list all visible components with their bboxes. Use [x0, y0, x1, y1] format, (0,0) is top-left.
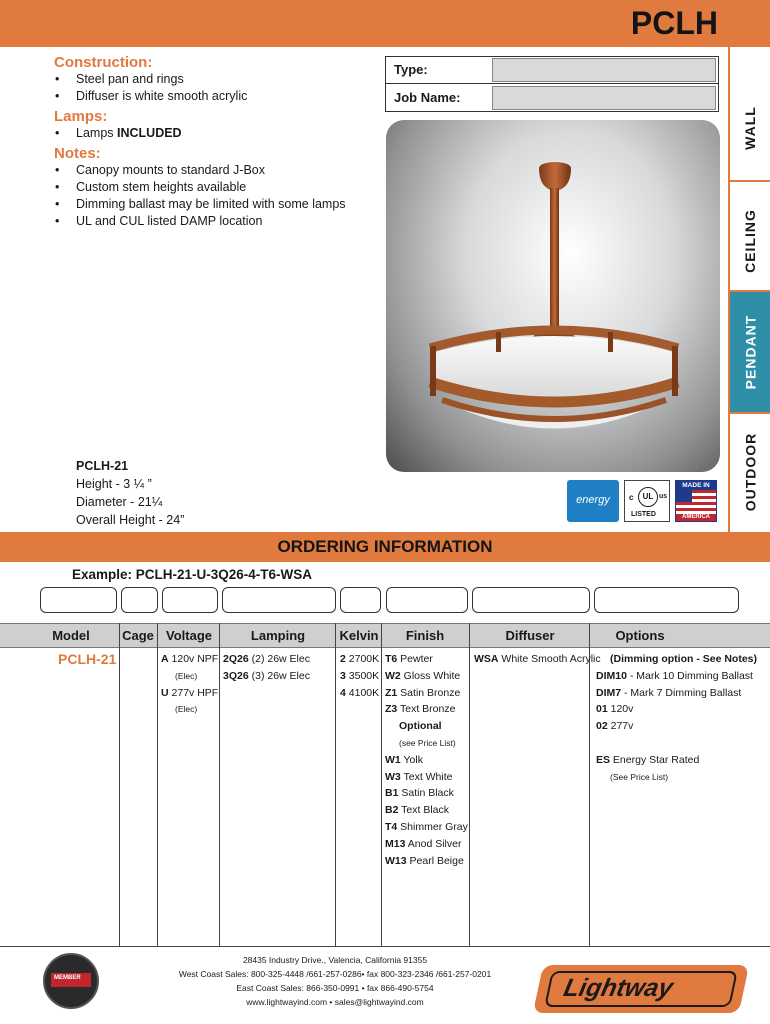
- options-text: 120v: [607, 703, 634, 716]
- kelvin-code: 4: [340, 686, 346, 699]
- finish-entry: [385, 769, 468, 786]
- lamping-text: (3) 26w Elec: [248, 669, 310, 682]
- type-row: [386, 57, 718, 84]
- order-field-finish[interactable]: [386, 587, 468, 613]
- finish-code: B1: [385, 787, 399, 800]
- kelvin-entry: [340, 685, 379, 702]
- col-header-cage: Cage: [122, 628, 154, 643]
- pendant-fixture-illustration: [386, 120, 720, 472]
- kelvin-entry: [340, 668, 379, 685]
- lamps-text: Lamps: [76, 126, 117, 140]
- footer-address: 28435 Industry Drive., Valencia, California 91355: [242, 955, 428, 965]
- finish-entry: [385, 718, 468, 735]
- ordering-heading-bar: [0, 532, 770, 562]
- america-text: AMERICA: [676, 514, 716, 521]
- ul-circle: UL: [638, 487, 658, 507]
- voltage-entry: [161, 685, 218, 702]
- flag-canton: [676, 490, 692, 502]
- logo-text: Lightway: [561, 974, 676, 1002]
- order-field-cage[interactable]: [121, 587, 158, 613]
- construction-heading: Construction:: [54, 54, 153, 71]
- member-seal: [43, 953, 99, 1009]
- finish-code: B2: [385, 804, 399, 817]
- lamping-entry: [223, 668, 310, 685]
- finish-text: Shimmer Gray: [397, 820, 468, 833]
- lightway-logo: [533, 965, 749, 1013]
- finish-code: W13: [385, 854, 407, 867]
- options-text: 277v: [607, 720, 634, 733]
- options-entry: [596, 651, 757, 668]
- options-text: (See Price List): [610, 771, 669, 782]
- notes-heading: Notes:: [54, 145, 101, 162]
- energy-star-logo: [567, 480, 619, 522]
- options-entry: [596, 752, 757, 769]
- product-title: PCLH: [630, 5, 718, 41]
- column-divider: [589, 623, 590, 947]
- dimensions-model: PCLH-21: [76, 459, 129, 473]
- spec-list: [54, 54, 374, 230]
- order-field-voltage[interactable]: [162, 587, 218, 613]
- column-divider: [469, 623, 470, 947]
- made-in-text: MADE IN: [676, 481, 716, 490]
- col-header-voltage: Voltage: [166, 628, 212, 643]
- finish-code: W3: [385, 770, 401, 783]
- voltage-entry: [161, 668, 218, 685]
- kelvin-code: 2: [340, 653, 346, 665]
- type-job-box: [385, 56, 719, 112]
- notes-item: • Custom stem heights available: [54, 179, 374, 196]
- col-header-options: Options: [615, 628, 665, 643]
- finish-text: Satin Black: [398, 787, 454, 800]
- options-code: ES: [596, 753, 611, 766]
- lamps-item: [54, 125, 374, 142]
- finish-text: Anod Silver: [405, 837, 462, 850]
- model-value: PCLH-21: [58, 651, 117, 667]
- lamps-heading: Lamps:: [54, 108, 108, 125]
- finish-text: Yolk: [400, 753, 423, 766]
- col-header-kelvin: Kelvin: [339, 628, 379, 643]
- finish-code: T4: [385, 820, 398, 833]
- voltage-entry: [161, 701, 218, 718]
- tab-ceiling-label: CEILING: [742, 209, 758, 273]
- finish-code: W2: [385, 669, 401, 682]
- type-field[interactable]: [492, 58, 716, 82]
- finish-code: W1: [385, 753, 401, 766]
- diffuser-entry: [474, 651, 601, 668]
- job-name-label: Job Name:: [394, 90, 461, 105]
- column-divider: [157, 623, 158, 947]
- lamping-code: 2Q26: [223, 653, 249, 665]
- tab-pendant-label: PENDANT: [742, 314, 759, 390]
- ordering-example: Example: PCLH-21-U-3Q26-4-T6-WSA: [72, 567, 313, 582]
- finish-entry: [385, 836, 468, 853]
- seal-text: MEMBER: [54, 975, 81, 981]
- options-text: - Mark 10 Dimming Ballast: [626, 669, 753, 682]
- finish-text: Gloss White: [400, 669, 461, 682]
- options-code: DIM7: [596, 686, 622, 699]
- finish-code: Z1: [385, 686, 398, 699]
- tab-ceiling[interactable]: [730, 182, 770, 300]
- finish-code: T6: [385, 653, 398, 665]
- column-divider: [119, 623, 120, 947]
- options-entry: [596, 701, 757, 718]
- kelvin-options: [340, 651, 379, 701]
- energy-star-text: energy: [576, 494, 610, 506]
- col-header-finish: Finish: [405, 628, 445, 643]
- lamping-text: (2) 26w Elec: [248, 653, 310, 665]
- finish-entry: [385, 735, 468, 752]
- kelvin-entry: [340, 651, 379, 668]
- column-divider: [219, 623, 220, 947]
- finish-entry: [385, 668, 468, 685]
- tab-wall[interactable]: [730, 58, 770, 198]
- order-field-options[interactable]: [594, 587, 739, 613]
- finish-entry: [385, 819, 468, 836]
- voltage-options: [161, 651, 218, 718]
- finish-code: Z3: [385, 703, 398, 716]
- notes-item: • Dimming ballast may be limited with some lamps: [54, 196, 374, 213]
- tab-outdoor[interactable]: [730, 414, 770, 530]
- voltage-text: 120v NPF: [168, 653, 219, 665]
- col-header-diffuser: Diffuser: [505, 628, 555, 643]
- made-in-america-flag: [675, 480, 717, 522]
- finish-text: Text Bronze: [397, 703, 456, 716]
- kelvin-text: 3500K: [345, 669, 380, 682]
- options-code: DIM10: [596, 669, 627, 682]
- ul-us-text: us: [659, 493, 668, 500]
- voltage-entry: [161, 651, 218, 668]
- ordering-heading: ORDERING INFORMATION: [277, 537, 493, 556]
- options-code: 02: [596, 720, 608, 733]
- kelvin-text: 2700K: [345, 653, 380, 665]
- finish-entry: [385, 651, 468, 668]
- finish-code: M13: [385, 837, 406, 850]
- order-field-lamping[interactable]: [222, 587, 336, 613]
- construction-item: • Steel pan and rings: [54, 71, 374, 88]
- lamping-options: [223, 651, 310, 685]
- lamping-entry: [223, 651, 310, 668]
- notes-item: • UL and CUL listed DAMP location: [54, 213, 374, 230]
- additional-options: [596, 651, 757, 785]
- options-entry: [596, 685, 757, 702]
- column-divider: [335, 623, 336, 947]
- finish-entry: [385, 701, 468, 718]
- header-bar: [0, 0, 770, 47]
- voltage-text: (Elec): [175, 670, 198, 681]
- order-field-model[interactable]: [40, 587, 117, 613]
- footer-web[interactable]: www.lightwayind.com • sales@lightwayind.com: [246, 997, 424, 1007]
- options-entry: [596, 668, 757, 685]
- tab-rail: [728, 47, 730, 532]
- order-field-kelvin[interactable]: [340, 587, 381, 613]
- diffuser-code: WSA: [474, 653, 499, 665]
- ul-c-text: c: [629, 493, 634, 502]
- flag-stripes: [676, 490, 716, 514]
- ordering-table-header: [0, 623, 770, 648]
- options-text: - Mark 7 Dimming Ballast: [621, 686, 742, 699]
- finish-text: Pewter: [397, 653, 433, 665]
- finish-entry: [385, 685, 468, 702]
- finish-entry: [385, 802, 468, 819]
- product-photo: [386, 120, 720, 472]
- lamping-code: 3Q26: [223, 669, 249, 682]
- options-entry: [596, 769, 757, 786]
- notes-item: • Canopy mounts to standard J-Box: [54, 162, 374, 179]
- finish-text: Text Black: [398, 804, 450, 817]
- diffuser-text: White Smooth Acrylic: [498, 653, 601, 665]
- footer-east-sales: East Coast Sales: 866-350-0991 • fax 866-490-5754: [236, 983, 434, 993]
- footer-west-sales: West Coast Sales: 800-325-4448 /661-257-0286• fax 800-323-2346 /661-257-0201: [178, 969, 492, 979]
- options-text: Energy Star Rated: [610, 753, 700, 766]
- voltage-text: (Elec): [175, 704, 198, 715]
- footer-divider: [0, 946, 770, 947]
- lamps-included: INCLUDED: [117, 126, 182, 140]
- options-entry: [596, 735, 757, 752]
- voltage-code: A: [161, 653, 169, 665]
- type-label: Type:: [394, 62, 428, 77]
- options-code: 01: [596, 703, 608, 716]
- finish-entry: [385, 752, 468, 769]
- tab-pendant[interactable]: [730, 292, 770, 412]
- finish-code: Optional: [399, 720, 442, 733]
- dimensions-diameter: Diameter - 21¼: [76, 495, 163, 509]
- kelvin-text: 4100K: [345, 686, 380, 699]
- dimensions-block: [76, 457, 276, 529]
- job-name-field[interactable]: [492, 86, 716, 110]
- col-header-lamping: Lamping: [250, 628, 306, 643]
- options-code: (Dimming option - See Notes): [610, 653, 757, 665]
- job-name-row: [386, 85, 718, 112]
- order-field-diffuser[interactable]: [472, 587, 590, 613]
- kelvin-code: 3: [340, 669, 346, 682]
- options-entry: [596, 718, 757, 735]
- finish-text: (see Price List): [399, 737, 456, 748]
- construction-item: • Diffuser is white smooth acrylic: [54, 88, 374, 105]
- dimensions-overall: Overall Height - 24”: [76, 513, 185, 527]
- ul-listed-text: LISTED: [631, 511, 656, 518]
- ul-listed-mark: [624, 480, 670, 522]
- finish-text: Pearl Beige: [406, 854, 464, 867]
- dimensions-height: Height - 3 ¼ ”: [76, 477, 152, 491]
- voltage-text: 277v HPF: [168, 686, 219, 699]
- finish-entry: [385, 785, 468, 802]
- col-header-model: Model: [52, 628, 90, 643]
- finish-text: Text White: [400, 770, 453, 783]
- column-divider: [381, 623, 382, 947]
- finish-options: [385, 651, 468, 869]
- tab-wall-label: WALL: [742, 106, 758, 150]
- diffuser-options: [474, 651, 601, 668]
- tab-outdoor-label: OUTDOOR: [742, 432, 758, 512]
- finish-text: Satin Bronze: [397, 686, 461, 699]
- voltage-code: U: [161, 686, 169, 699]
- finish-entry: [385, 853, 468, 870]
